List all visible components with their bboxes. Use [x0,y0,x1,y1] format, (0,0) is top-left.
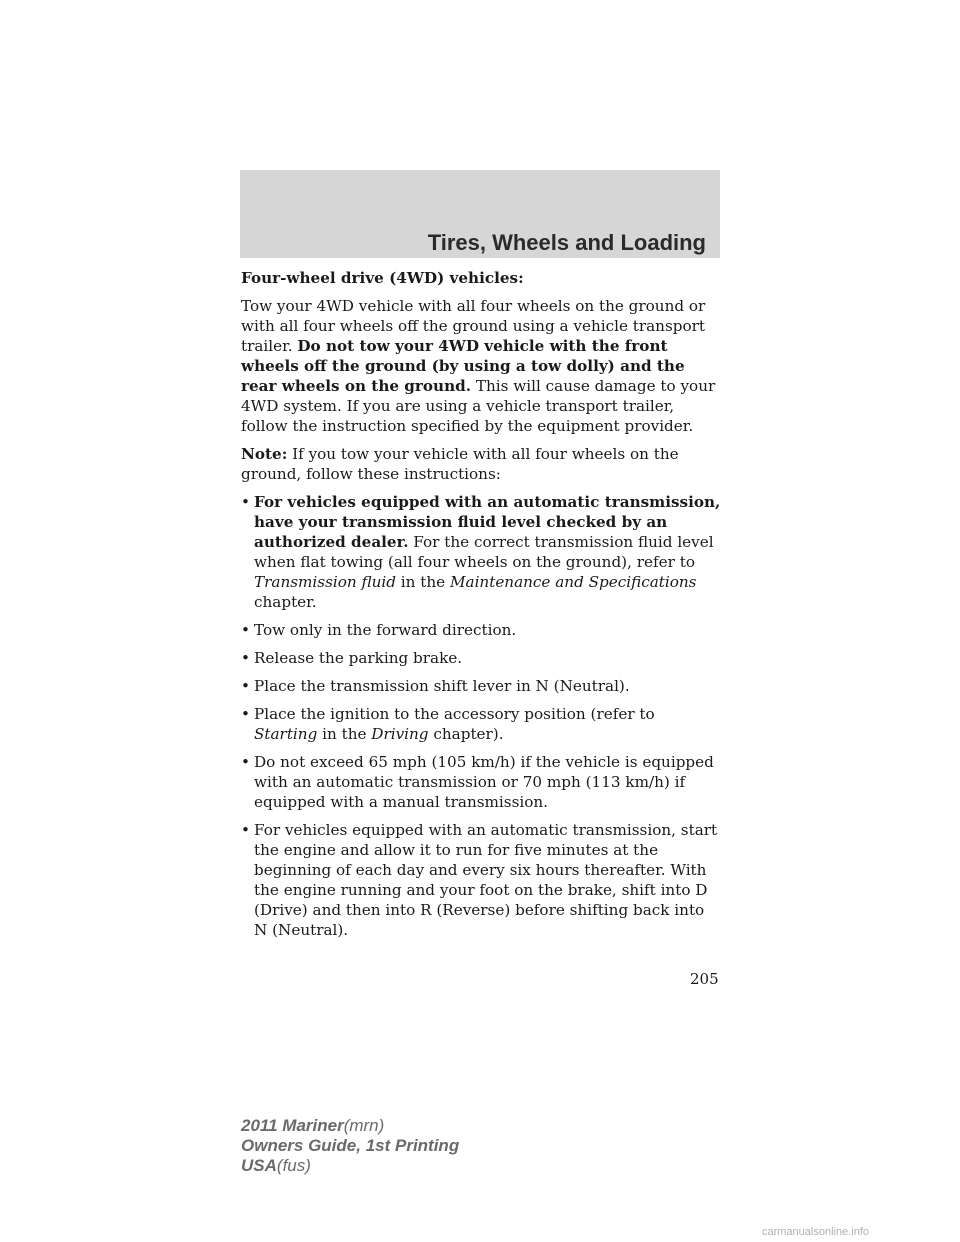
bullet-icon: • [241,649,250,667]
towing-text-1: Tow your 4WD vehicle with all four wheels on the ground or with all four wheels off the ground using a vehicle transport trailer. [241,297,706,355]
list-item-text: For vehicles equipped with an automatic transmission, start the engine and allow it to run for five minutes at the beginning of each day and every six hours thereafter. With the engine running and your foot on the brake, shift into D (Drive) and then into R (Reverse) before shifting back into N (Neutral). [254,821,718,939]
list-item [241,752,721,812]
bullet-icon: • [241,821,250,839]
footer-line-guide: Owners Guide, 1st Printing [241,1136,460,1155]
footer-line-model [241,1116,459,1136]
towing-text-2: This will cause damage to your 4WD system. If you are using a vehicle transport trailer, follow the instruction specified by the equipment provider. [241,377,716,435]
ref-driving-chapter: Driving [371,725,429,743]
page-content [241,268,721,948]
towing-paragraph [241,296,721,436]
bullet-icon: • [241,677,250,695]
note-text: If you tow your vehicle with all four wheels on the ground, follow these instructions: [241,445,679,483]
fluid-text-2: in the [395,573,450,591]
list-item-text: Tow only in the forward direction. [254,621,517,639]
ref-starting: Starting [254,725,318,743]
fluid-check-warning: For vehicles equipped with an automatic transmission, have your transmission fluid level checked by an authorized dealer. [254,493,721,551]
list-item [241,648,721,668]
towing-warning: Do not tow your 4WD vehicle with the front wheels off the ground (by using a tow dolly) and the rear wheels on the ground. [241,337,685,395]
ref-transmission-fluid: Transmission fluid [254,573,396,591]
list-item [241,704,721,744]
list-item [241,820,721,940]
section-title: Tires, Wheels and Loading [427,230,706,255]
watermark-text: carmanualsonline.info [762,1226,870,1238]
list-item-text: Do not exceed 65 mph (105 km/h) if the vehicle is equipped with an automatic transmission or 70 mph (113 km/h) if equipped with a manual transmission. [254,753,714,811]
note-label: Note: [241,445,288,463]
section-header-band [240,170,720,258]
ignition-text-1: Place the ignition to the accessory position (refer to [254,705,655,723]
bullet-icon: • [241,705,250,723]
list-item [241,676,721,696]
page-number: 205 [690,970,719,988]
ignition-text-2: in the [317,725,372,743]
list-item-text: Release the parking brake. [254,649,463,667]
footer-line-region [241,1156,459,1176]
footer-region-code: (fus) [276,1156,311,1175]
fluid-text-1: For the correct transmission fluid level when flat towing (all four wheels on the ground), refer to [254,533,714,571]
print-footer [241,1116,459,1176]
bullet-icon: • [241,493,250,511]
section-heading: Four-wheel drive (4WD) vehicles: [241,269,524,287]
footer-region: USA [241,1156,277,1175]
list-item-text: Place the transmission shift lever in N (Neutral). [254,677,630,695]
footer-model: 2011 Mariner [241,1116,344,1135]
bullet-icon: • [241,753,250,771]
instruction-list [241,492,721,940]
ignition-text-3: chapter). [428,725,504,743]
ref-maintenance-chapter: Maintenance and Specifications [449,573,697,591]
list-item [241,492,721,612]
bullet-icon: • [241,621,250,639]
note-paragraph [241,444,721,484]
fluid-text-3: chapter. [254,593,317,611]
list-item [241,620,721,640]
footer-model-code: (mrn) [343,1116,385,1135]
